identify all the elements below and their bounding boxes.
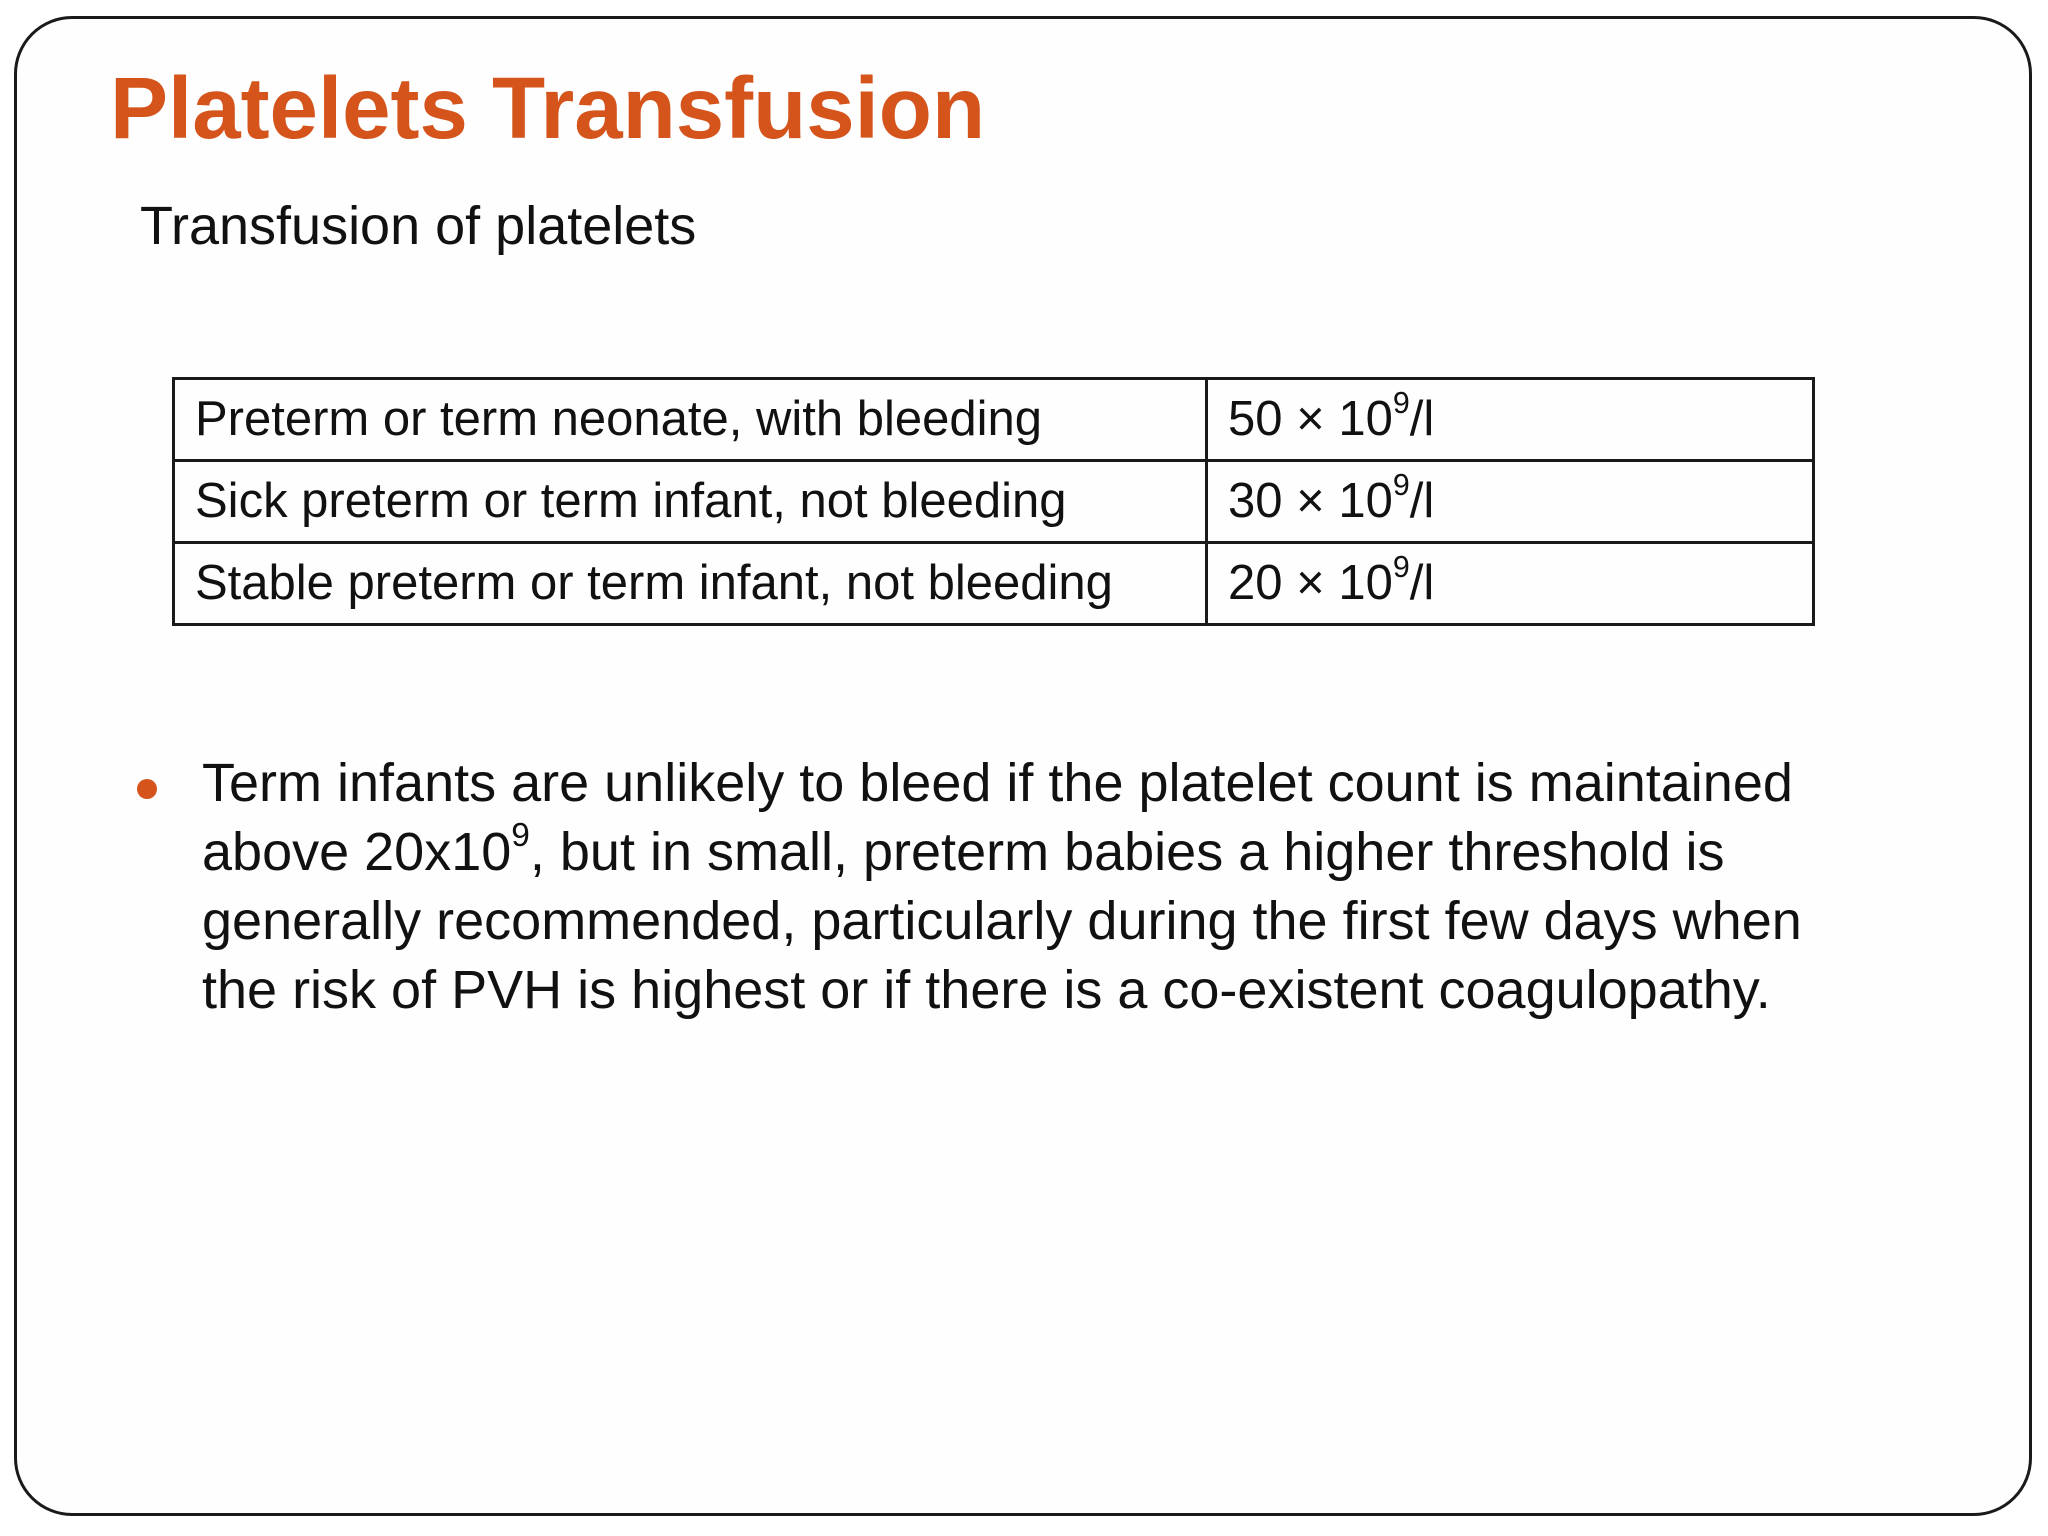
platelet-threshold-table [172,377,1815,626]
condition-cell: Preterm or term neonate, with bleeding [174,379,1207,461]
bullet-dot-icon [137,779,157,799]
threshold-unit: /l [1409,474,1435,528]
slide-title: Platelets Transfusion [110,60,986,157]
threshold-exponent: 9 [1392,550,1410,585]
threshold-cell [1207,461,1814,543]
bullet-text [202,749,1842,1025]
threshold-cell [1207,543,1814,625]
threshold-value: 30 × 10 [1228,474,1393,528]
threshold-exponent: 9 [1392,386,1410,421]
condition-cell: Stable preterm or term infant, not bleeding [174,543,1207,625]
bullet-text-end: , but in small, preterm babies a higher threshold is generally recommended, particularly during the first few days when the risk of PVH is highest or if there is a co-existent coagulopathy. [202,822,1802,1020]
table-row [174,379,1814,461]
threshold-unit: /l [1409,392,1435,446]
slide-subtitle: Transfusion of platelets [140,196,697,256]
threshold-cell [1207,379,1814,461]
bullet-text-start: Term infants are unlikely to bleed if the platelet count is maintained above 20x10 [202,753,1793,882]
bullet-exponent: 9 [511,816,530,854]
threshold-value: 50 × 10 [1228,392,1393,446]
table-row [174,543,1814,625]
threshold-value: 20 × 10 [1228,556,1393,610]
threshold-unit: /l [1409,556,1435,610]
condition-cell: Sick preterm or term infant, not bleeding [174,461,1207,543]
table-row [174,461,1814,543]
slide-frame [14,16,2032,1516]
threshold-exponent: 9 [1392,468,1410,503]
